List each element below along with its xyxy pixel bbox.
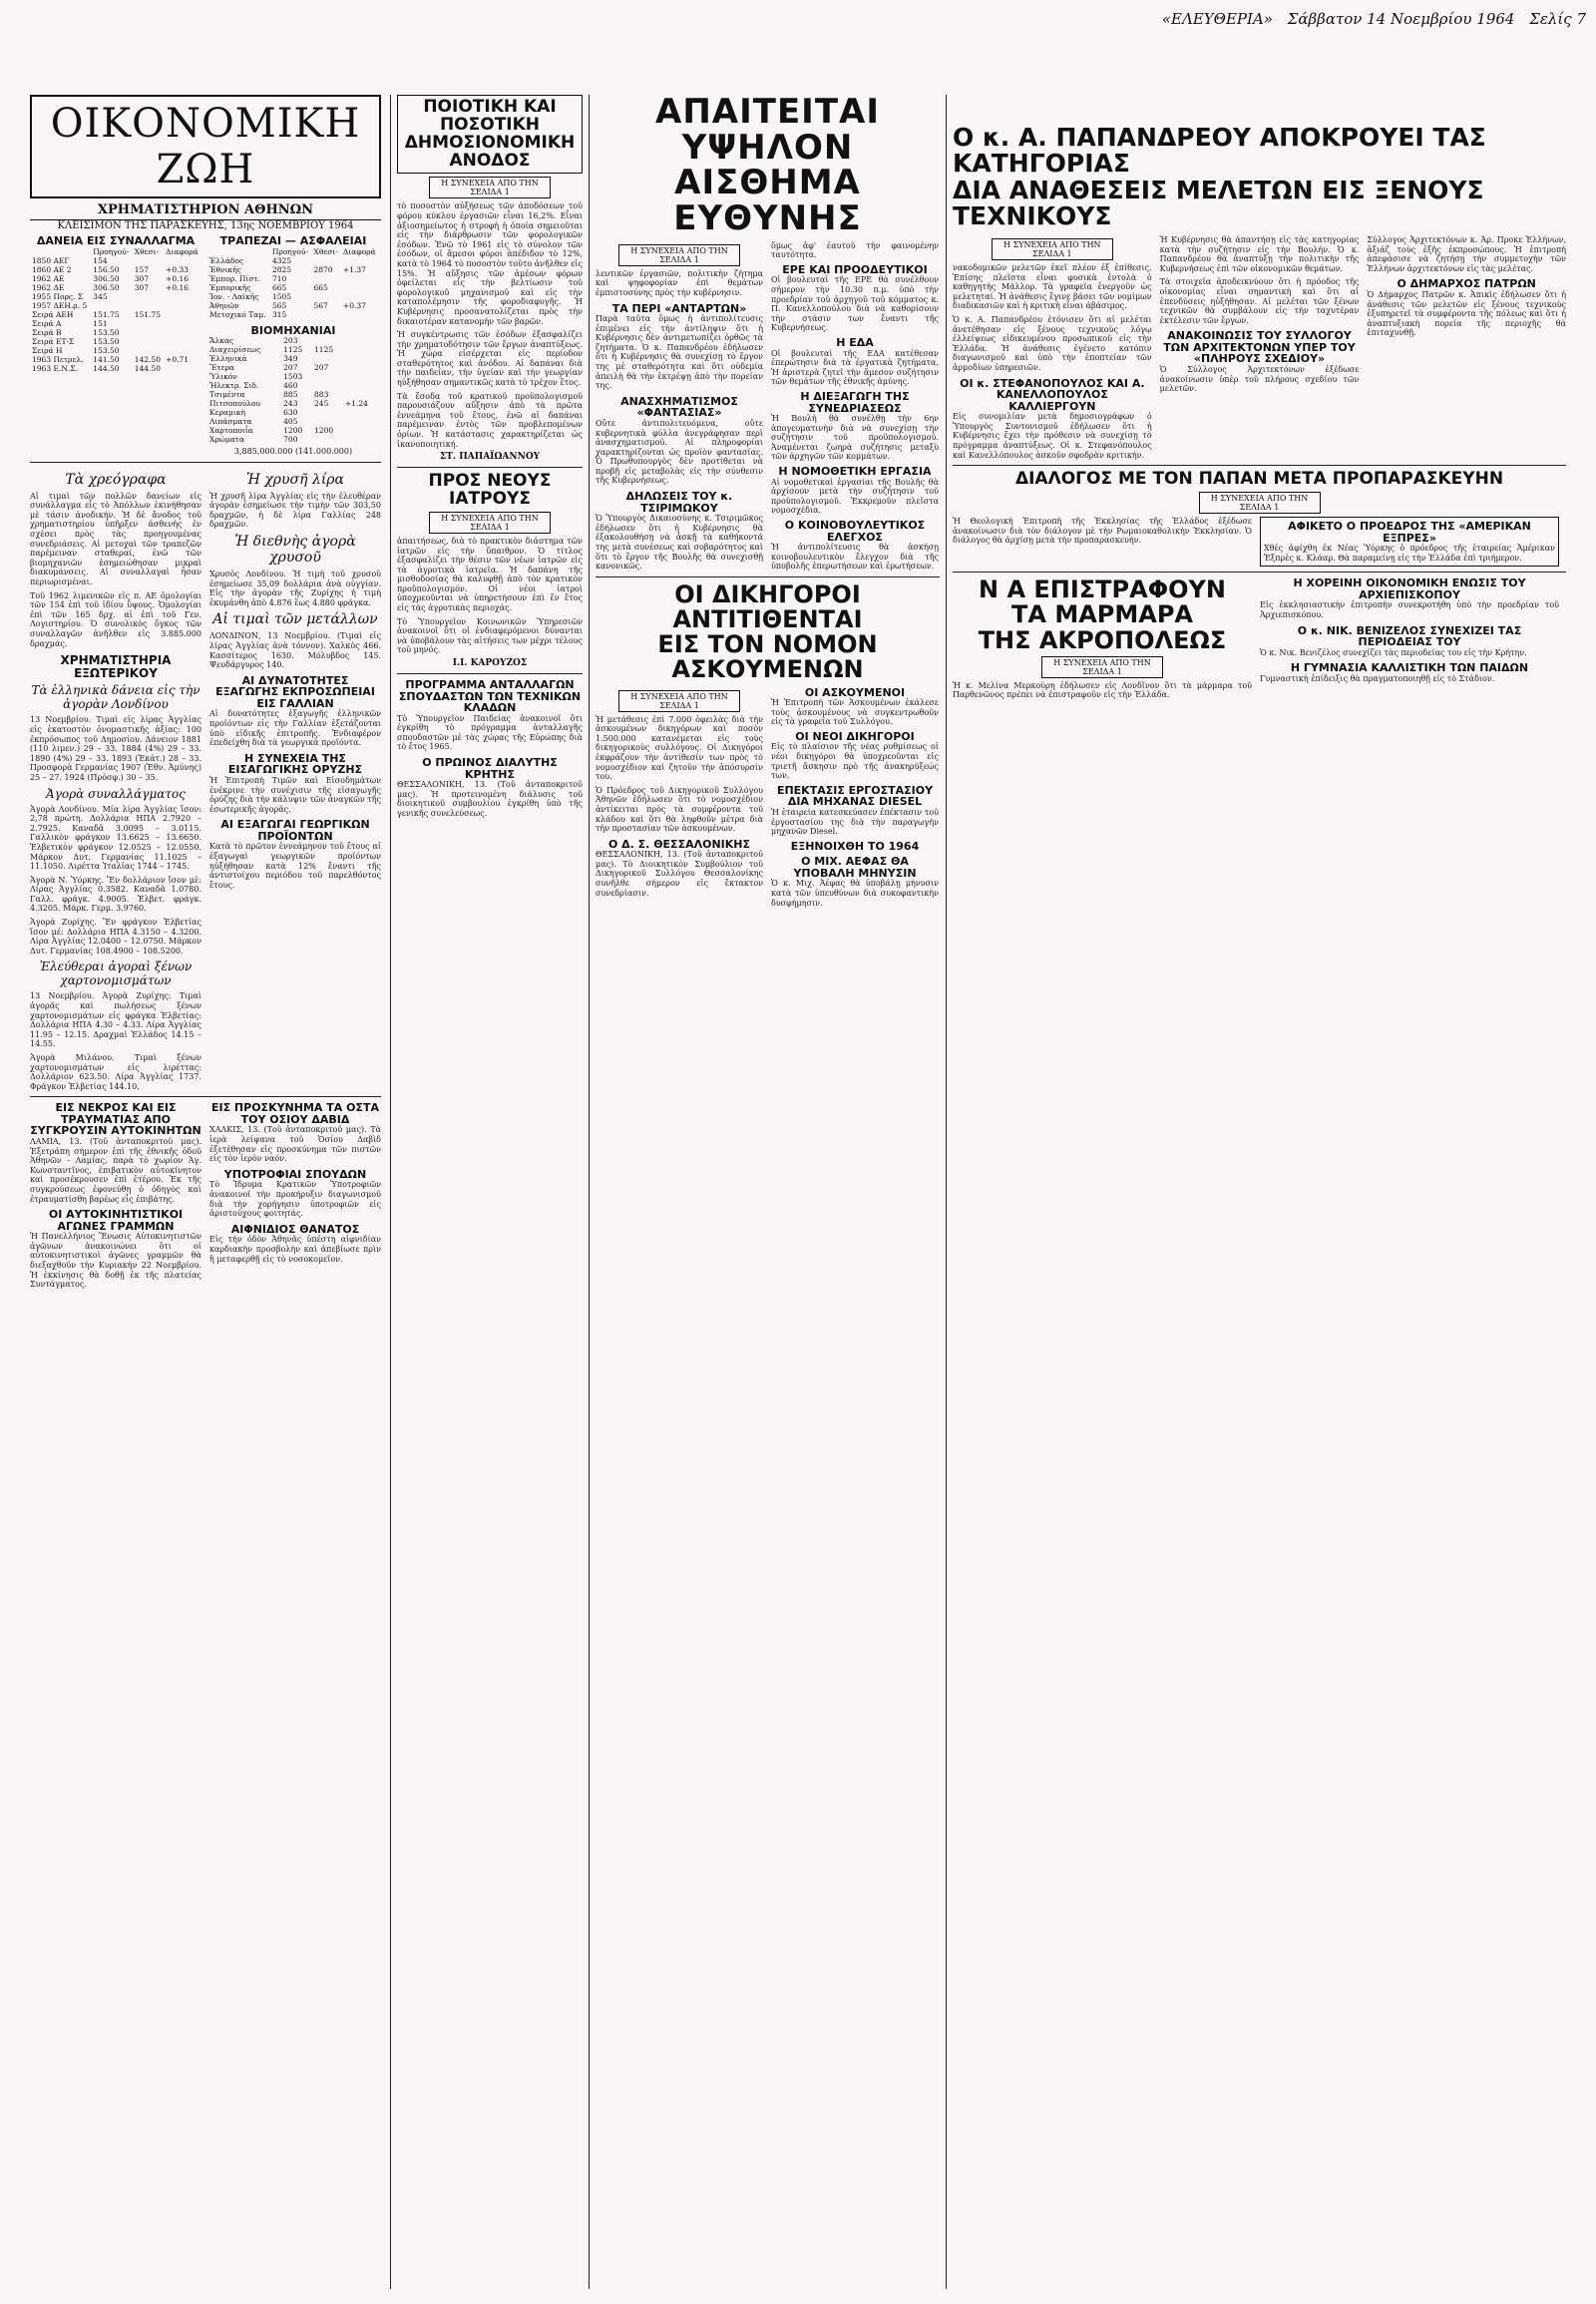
column-rule [589,95,590,2289]
loans-table-header: ΔΑΝΕΙΑ ΕΙΣ ΣΥΝΑΛΛΑΓΜΑ [36,234,196,247]
article-text: Ἡ Πανελλήνιος Ἕνωσις Αὐτοκινητιστῶν ἀγῶνων ἀνακοινώνει ὅτι οἱ αὐτοκινητιστικοὶ ἀγῶνες γραμμῶν θὰ διεξαχθοῦν τὴν Κυριακὴν 22 Νοεμβρίου. Ἡ ἐκκίνησις θὰ δοθῇ ἐκ τῆς πλατείας Συντάγματος. [30,1232,201,1290]
table-row: Ἐμπορ. Πίστ. 710 [209,273,287,283]
continued-label: Η ΣΥΝΕΧΕΙΑ ΑΠΟ ΤΗΝ ΣΕΛΙΔΑ 1 [992,238,1113,260]
col1-bottom [30,1102,381,1289]
article-text: Οἱ βουλευταὶ τῆς ΕΡΕ θὰ συνέλθουν σήμερον τὴν 10.30 π.μ. ὑπὸ τὴν προεδρίαν τοῦ ἀρχηγοῦ τοῦ κόμματος κ. Π. Κανελλοπούλου διὰ νὰ καθορίσουν τὴν στάσιν των ἔναντι τῆς Κυβερνήσεως. [771,275,939,333]
divider [596,576,940,577]
article-text: Ἀγορὰ Ζυρίχης. Ἕν φράγκον Ἑλβετίας ἴσον μέ: Δολλάρια ΗΠΑ 4.3150 – 4.3200. Λίρα Ἀγγλίας 12.0400 – 12.0750. Μάρκον Δυτ. Γερμανίας 108.4900 – 108.5200. [30,918,201,956]
col-header: Προηγού- [271,246,308,256]
shares-table-header: ΤΡΑΠΕΖΑΙ — ΑΣΦΑΛΕΙΑΙ [219,234,367,247]
article-text: Ὁ κ. Μιχ. Ἀέφας θὰ ὑποβάλῃ μήνυσιν κατὰ τῶν ὑπευθύνων διὰ συκοφαντικὴν δυσφήμησιν. [771,879,939,908]
heading-legislation: Η ΝΟΜΟΘΕΤΙΚΗ ΕΡΓΑΣΙΑ [778,465,932,479]
page-number: Σελίς 7 [1529,10,1586,28]
issue-date: Σάββατον 14 Νοεμβρίου 1964 [1287,10,1515,28]
col-header: Διαφορά [166,246,199,256]
article-text: Γυμναστικὴ ἐπίδειξις θὰ πραγματοποιηθῇ εἰς τὸ Στάδιον. [1260,673,1495,683]
heading-lawsuit: Ο ΜΙΧ. ΑΕΦΑΣ ΘΑ ΥΠΟΒΑΛΗ ΜΗΝΥΣΙΝ [793,855,917,880]
article-text: Ἡ ἀντιπολίτευσις θὰ ἀσκήσῃ κοινοβουλευτικὸν ἔλεγχον διὰ τῆς ὑποβολῆς ἐπερωτήσεων καὶ ἐρωτήσεων. [771,543,939,572]
heading-securities: Τὰ χρεόγραφα [65,471,167,488]
article-text: Ἡ Ἐπιτροπὴ τῶν Ἀσκουμένων ἐκάλεσε τοὺς ἀσκουμένους νὰ συγκεντρωθοῦν εἰς τὰ γραφεῖα τοῦ Συλλόγου. [771,698,939,727]
section-subtitle: ΧΡΗΜΑΤΙΣΤΗΡΙΟΝ ΑΘΗΝΩΝ [30,202,381,220]
article-text: Ὁ Ὑπουργὸς Δικαιοσύνης κ. Τσιριμῶκος ἐδήλωσεν ὅτι ἡ Κυβέρνησις θὰ ἐξακολουθήσῃ νὰ ἀσκῇ τὰ καθήκοντά της μετὰ συνέσεως καὶ σοβαρότητος καὶ ὅτι τὸ ἔργον τῆς Βουλῆς θὰ συνεχισθῇ κανονικῶς. [596,514,763,572]
table-row: Σειρά ΕΤ-Σ 153.50 [32,336,120,346]
table-row: Σειρά Η 153.50 [32,345,120,355]
headline-doctors: ΠΡΟΣ ΝΕΟΥΣ ΙΑΤΡΟΥΣ [428,471,552,510]
col5a [953,235,1152,460]
table-row: 1962 ΑΕ 306.50 307 +0.16 [32,273,190,283]
economic-section [30,95,381,2289]
col-header: Διαφορά [342,246,376,256]
marbles-columns [953,577,1566,700]
politics-columns [596,241,940,572]
article-text: Ἡ Ἐπιτροπὴ Τιμῶν καὶ Εἰσοδημάτων ἐνέκρινε τὴν συνέχισιν τῆς εἰσαγωγῆς ὀρύζης διὰ τὴν κάλυψιν τῶν ἀναγκῶν τῆς ἐσωτερικῆς ἀγορᾶς. [209,775,381,814]
article-text: Ὁ κ. Α. Παπανδρέου ἐτόνισεν ὅτι αἱ μελέται ἀνετέθησαν εἰς ξένους τεχνικοὺς λόγῳ ἐλλείψεως εἰδικευμένου προσωπικοῦ εἰς τὴν Ἑλλάδα. Ἡ ἀνάθεσις ἐγένετο κατόπιν διαγωνισμοῦ καὶ ὑπὸ τὴν ἐποπτείαν τῶν ἁρμοδίων ὑπηρεσιῶν. [953,314,1152,372]
heading-new-lawyers: ΟΙ ΝΕΟΙ ΔΙΚΗΓΟΡΟΙ [795,729,915,743]
lawyers-columns [596,687,940,909]
headline-marbles-1: Ν Α ΕΠΙΣΤΡΑΦΟΥΝ [979,576,1226,604]
article-text: Ἡ συγκέντρωσις τῶν ἐσόδων ἐξασφαλίζει τὴν χρηματοδότησιν τῶν ἔργων ἀναπτύξεως. Ἡ χώρα εἰσέρχεται εἰς περίοδον σταθερότητος καὶ ἀνόδου. Αἱ δαπάναι διὰ τὴν παιδείαν, τὴν ὑγείαν καὶ τὴν γεωργίαν ηὐξήθησαν σημαντικῶς κατὰ τὸ τρέχον ἔτος. [397,330,583,388]
fiscal-column [397,95,583,2289]
heading-thessaloniki: Ο Δ. Σ. ΘΕΣΣΑΛΟΝΙΚΗΣ [607,837,751,851]
table-row: Λιπάσματα 405 [209,417,298,427]
headline-marbles-3: ΤΗΣ ΑΚΡΟΠΟΛΕΩΣ [978,625,1227,654]
article-text: Τὰ ἔσοδα τοῦ κρατικοῦ προϋπολογισμοῦ παρουσιάζουν αὔξησιν ἀπὸ τὰ πρῶτα ἐννεάμηνα τοῦ ἔτους, ἐνῶ αἱ δαπάναι παρέμειναν ἐντὸς τῶν προβλεπομένων ὁρίων. Ἡ κατάστασις χαρακτηρίζεται ὡς ἱκανοποιητική. [397,391,583,449]
heading-agri: ΑΙ ΕΞΑΓΩΓΑΙ ΓΕΩΡΓΙΚΩΝ ΠΡΟΪΟΝΤΩΝ [220,818,370,843]
heading-pilgrimage: ΕΙΣ ΠΡΟΣΚΥΝΗΜΑ ΤΑ ΟΣΤΑ ΤΟΥ ΟΣΙΟΥ ΔΑΒΙΔ [210,1101,379,1126]
table-row: 1850 ΑΕΓ 154 [32,255,108,265]
article-text: Ἡ χρυσῆ λίρα Ἀγγλίας εἰς τὴν ἐλευθέραν ἀγορὰν ἐσημείωσε τὴν τιμὴν τῶν 303,50 δραχμῶν, ἡ δὲ λίρα Γαλλίας 248 δραχμῶν. [209,491,381,530]
heading-banknotes: Ἐλεύθεραι ἀγοραὶ ξένων χαρτονομισμάτων [39,960,193,988]
headline-papandreou-1: Ο κ. Α. ΠΑΠΑΝΔΡΕΟΥ ΑΠΟΚΡΟΥΕΙ ΤΑΣ ΚΑΤΗΓΟΡΙΑΣ [953,125,1486,179]
heading-eda: Η ΕΔΑ [836,336,874,350]
table-row: Ἑλλάδος 4325 [209,255,292,265]
column-rule [946,95,947,2289]
loans-table-wrap [30,235,201,457]
table-row: 1963 Πετρελ. 141.50 142.50 +0.71 [32,354,190,364]
table-row: Πιτσοπούλου 243 245 +1.24 [209,399,368,409]
headline-fiscal: ΠΟΙΟΤΙΚΗ ΚΑΙ ΠΟΣΟΤΙΚΗ ΔΗΜΟΣΙΟΝΟΜΙΚΗ ΑΝΟΔΟΣ [404,97,576,171]
article-text: ΛΑΜΙΑ, 13. (Τοῦ ἀνταποκριτοῦ μας). Ἐξετράπη σήμερον ἐπὶ τῆς ἐθνικῆς ὁδοῦ Ἀθηνῶν - Λαμίας, παρὰ τὸ χωρίον Ἁγ. Κωνσταντῖνος, ἐπιβατικὸν αὐτοκίνητον καὶ προσέκρουσεν ἐπὶ ἐτέρου. Ἐκ τῆς συγκρούσεως ἐφονεύθη ὁ ὁδηγὸς καὶ ἐτραυματίσθη βαρέως εἷς ἐπιβάτης. [30,1137,201,1204]
article-text: Οἱ βουλευταὶ τῆς ΕΔΑ κατέθεσαν ἐπερώτησιν διὰ τὰ ἐργατικὰ ζητήματα. Ἡ ἀριστερὰ ζητεῖ τὴν ἄμεσον συζήτησιν τῶν θεμάτων τῆς ἐθνικῆς ἀμύνης. [771,348,939,387]
article-text: Ἀγορὰ Μιλάνου. Τιμαὶ ξένων χαρτονομισμάτων εἰς λιρέττας: Δολλάριον 623.50. Λίρα Ἀγγλίας 1737. Φράγκον Ἑλβετίας 144.10. [30,1053,201,1091]
article-text: 13 Νοεμβρίου. Τιμαὶ εἰς λίρας Ἀγγλίας εἰς ἑκατοστὸν ὀνομαστικῆς ἀξίας: 100 ἐκπρόσωπος τοῦ Δημοσίου. Δάνειον 1881 (110 λιμεν.) 29 – 33. 1884 (4%) 29 – 33. 1890 (4%) 29 – 33. 1893 (Ἑκάτ.) 28 – 33. Προσφορὰ Γερμανίας 1907 (Ἑθν. Ἀμύνης) 25 – 27. 1924 (Πρόσφ.) 30 – 35. [30,715,201,782]
divider [397,673,583,674]
article-text: Εἰς τὸ πλαίσιον τῆς νέας ρυθμίσεως οἱ νέοι δικηγόροι θὰ ὑποχρεοῦνται εἰς τριετῆ ἄσκησιν πρὸ τῆς ἀνακηρύξεώς των. [771,742,939,781]
table-row: 1955 Πορς. Σ 345 [32,291,108,301]
continued-label: Η ΣΥΝΕΧΕΙΑ ΑΠΟ ΤΗΝ ΣΕΛΙΔΑ 1 [429,177,551,198]
heading-accident: ΕΙΣ ΝΕΚΡΟΣ ΚΑΙ ΕΙΣ ΤΡΑΥΜΑΤΙΑΣ ΑΠΟ ΣΥΓΚΡΟΥΣΙΝ ΑΥΤΟΚΙΝΗΤΩΝ [30,1101,201,1138]
table-row: Τσιμέντα 885 883 [209,390,329,400]
amex-box [1260,517,1559,567]
heading-trainees: ΟΙ ΑΣΚΟΥΜΕΝΟΙ [804,685,906,699]
heading-ere: ΕΡΕ ΚΑΙ ΠΡΟΟΔΕΥΤΙΚΟΙ [782,262,928,276]
article-text: Σύλλογος Ἀρχιτεκτόνων κ. Ἀρ. Προκε Ἑλλήνων, ἀξιάζ τοὺς ἑξῆς ἐκπροσώπους. Ἡ ἐπιτροπὴ ἀπεφάσισε νὰ ζητήσῃ τὴν συμμετοχὴν τῶν Ἑλλήνων ἀρχιτεκτόνων εἰς τὰς μελέτας. [1367,235,1566,273]
article-text: Χρυσὸς Λονδίνου. Ἡ τιμὴ τοῦ χρυσοῦ ἐσημείωσε 35,09 δολλάρια ἀνὰ οὐγγίαν. Εἰς τὴν ἀγορὰν τῆς Ζυρίχης ἡ τιμὴ ἐκυμάνθη ἀπὸ 4.876 ἕως 4.880 φράγκα. [209,570,381,607]
continued-label: Η ΣΥΝΕΧΕΙΑ ΑΠΟ ΤΗΝ ΣΕΛΙΔΑ 1 [618,244,740,266]
heading-venizelos: Ο κ. ΝΙΚ. ΒΕΝΙΖΕΛΟΣ ΣΥΝΕΧΙΖΕΙ ΤΑΣ ΠΕΡΙΟΔΕΙΑΣ ΤΟΥ [1297,623,1522,649]
article-text: Ὁ Σύλλογος Ἀρχιτεκτόνων ἐξέδωσε ἀνακοίνωσιν ὑπὲρ τοῦ πλήρους σχεδίου τῶν μελετῶν. [1159,364,1360,394]
heading-export: ΑΙ ΔΥΝΑΤΟΤΗΤΕΣ ΕΞΑΓΩΓΗΣ ΕΚΠΡΟΣΩΠΕΙΑΙ ΕΙΣ ΓΑΛΛΙΑΝ [215,673,375,710]
headline-marbles-2: ΤΑ ΜΑΡΜΑΡΑ [1011,600,1193,629]
headline-responsibility-1: ΑΠΑΙΤΕΙΤΑΙ ΥΨΗΛΟΝ [655,95,880,168]
article-text: Τὸ Ἱδρυμα Κρατικῶν Ὑποτροφιῶν ἀνακοινοῖ τὴν προκήρυξιν διαγωνισμοῦ διὰ τὴν χορήγησιν ὑποτροφιῶν εἰς ἀριστούχους φοιτητάς. [209,1180,381,1219]
article-text: Ἡ Θεολογικὴ Ἐπιτροπὴ τῆς Ἐκκλησίας τῆς Ἑλλάδος ἐξέδωσε ἀνακοίνωσιν διὰ τὸν διάλογον μὲ τὴν Ρωμαιοκαθολικὴν Ἐκκλησίαν. Ὁ διάλογος θὰ ἀρχίσῃ μετὰ τὴν προπαρασκευήν. [953,516,1252,546]
article-text: Ἡ ἑταιρεία κατεσκεύασεν ἐπέκτασιν τοῦ ἐργοστασίου της διὰ τὴν παραγωγὴν μηχανῶν Diesel. [771,807,939,837]
shares-table [207,247,379,319]
article-text: τὸ ποσοστὸν αὐξήσεως τῶν ἀποδόσεων τοῦ φόρου κύκλου ἐργασιῶν εἶναι 16,2%. Εἶναι ἀξιοσημείωτος ἡ στροφὴ ἡ ὁποία σημειοῦται εἰς τὴν διάρθρωσιν τῶν φορολογικῶν ἐσόδων. Ἐνῶ τὸ 1961 εἰς τὸ σύνολον τῶν ἐσόδων, οἱ ἄμεσοι φόροι ἀπέδιδον τὸ 12%, κατὰ τὸ 1964 τὸ ποσοστὸν τοῦτο ἀνῆλθεν εἰς 15%. Ἡ αὔξησις τῶν ἀμέσων φόρων ὀφείλεται εἰς τὴν βελτίωσιν τοῦ φορολογικοῦ μηχανισμοῦ καὶ εἰς τὴν καταπολέμησιν τῆς φοροδιαφυγῆς. Ἡ Κυβέρνησις προσανατολίζεται πρὸς τὴν δικαιοτέραν κατανομὴν τῶν βαρῶν. [397,201,583,326]
continued-label: Η ΣΥΝΕΧΕΙΑ ΑΠΟ ΤΗΝ ΣΕΛΙΔΑ 1 [1199,492,1321,514]
headline-lawyers-2: ΕΙΣ ΤΟΝ ΝΟΜΟΝ ΑΣΚΟΥΜΕΝΩΝ [657,630,878,684]
table-row: 1957 ΔΕΗ.ρ. 5 [32,300,88,310]
divider [953,572,1566,573]
article-text: ΛΟΝΔΙΝΟΝ, 13 Νοεμβρίου. (Τιμαὶ εἰς λίρας Ἀγγλίας ἀνὰ τόννον). Χαλκὸς 466. Κασσίτερος 1630. Μόλυβδος 145. Ψευδάργυρος 140. [209,631,381,670]
article-text: Χθὲς ἀφίχθη ἐκ Νέας Ὑόρκης ὁ πρόεδρος τῆς ἑταιρείας Ἀμέρικαν Ἐξπρὲς κ. Κλάαρ. Θὰ παραμείνῃ εἰς τὴν Ἑλλάδα ἐπὶ τριήμερον. [1264,544,1555,563]
pope-columns [953,517,1566,567]
col5c [1367,235,1566,460]
article-text: Τὰ στοιχεῖα ἀποδεικνύουν ὅτι ἡ πρόοδος τῆς οἰκονομίας εἶναι σημαντικὴ καὶ ὅτι αἱ ἐπενδύσεις ηὐξήθησαν. Αἱ μελέται τῶν ξένων τεχνικῶν θὰ συμβάλουν εἰς τὴν ταχυτέραν ἐκτέλεσιν τῶν ἔργων. [1159,277,1360,325]
continued-label: Η ΣΥΝΕΧΕΙΑ ΑΠΟ ΤΗΝ ΣΕΛΙΔΑ 1 [618,690,740,712]
continued-label: Η ΣΥΝΕΧΕΙΑ ΑΠΟ ΤΗΝ ΣΕΛΙΔΑ 1 [429,512,551,534]
col3 [596,241,763,572]
table-row: Ὑλικόν 1503 [209,372,303,382]
table-row: 1860 ΑΕ 2 156.50 157 +0.33 [32,264,190,274]
table-row: Ἄλκας 203 [209,336,298,346]
article-text: Αἱ τιμαὶ τῶν πολλῶν δανείων εἰς συνάλλαγμα εἶς τὸ Ἀπόλλων ἐκινήθησαν μὲ τάσιν ἀνοδικήν. Ἡ δὲ ἄνοδος τοῦ χρηματιστηρίου ὑπῆρξεν ἀσθενὴς ἐν σχέσει πρὸς τὰς προηγουμένας συνεδριάσεις. Αἱ μετοχαὶ τῶν τραπεζῶν παρέμειναν σταθεραί, ἐνῶ τῶν βιομηχανιῶν ἐσημειώθησαν μικραὶ διακυμάνσεις. Αἱ συναλλαγαὶ ἦσαν περιωρισμέναι. [30,491,201,587]
loans-table [30,247,201,373]
table-row: Διαχειρίσεως 1125 1125 [209,345,334,355]
table-row: Σειρά Α 151 [32,318,108,328]
industry-table-header: ΒΙΟΜΗΧΑΝΙΑΙ [250,323,336,337]
col-header: Χθεσι- [134,246,160,256]
table-row: Ἠλεκτρ. Σιδ. 460 [209,381,298,391]
politics-section [596,95,940,2289]
heading-critics: ΟΙ κ. ΣΤΕΦΑΝΟΠΟΥΛΟΣ ΚΑΙ Α. ΚΑΝΕΛΛΟΠΟΥΛΟΣ ΚΑΛΛΙΕΡΓΟΥΝ [960,376,1145,413]
col1-bottom-a [30,1102,201,1289]
article-text: Εἰς συνομιλίαν μετὰ δημοσιογράφων ὁ Ὑπουργὸς Συντονισμοῦ ἐδήλωσεν ὅτι ἡ Κυβέρνησις ἔχει τὴν πρόθεσιν νὰ συνεχίσῃ τὸ πρόγραμμα ἀναπτύξεως. Οἱ κ. Στεφανόπουλος καὶ Κανελλόπουλος ἀσκοῦν σφοδρὰν κριτικήν. [953,412,1152,460]
heading-gold-sovereign: Ἡ χρυσῆ λίρα [245,471,344,488]
divider [30,1096,381,1097]
heading-amex: ΑΦΙΚΕΤΟ Ο ΠΡΟΕΔΡΟΣ ΤΗΣ «ΑΜΕΡΙΚΑΝ ΕΞΠΡΕΣ» [1288,519,1531,545]
article-text: Ἡ Κυβέρνησις θὰ ἀπαντήσῃ εἰς τὰς κατηγορίας κατὰ τὴν συζήτησιν εἰς τὴν Βουλήν. Ὁ κ. Παπανδρέου θὰ ἀναπτύξῃ τὴν πολιτικὴν τῆς Κυβερνήσεως ἐπὶ τῶν οἰκονομικῶν θεμάτων. [1159,235,1360,273]
col5b [1160,235,1360,460]
heading-1964: ΕΞΗΝΟΙΧΘΗ ΤΟ 1964 [790,839,920,853]
table-row: Σειρά Β 153.50 [32,327,120,337]
table-row: Ἰον. - Λαϊκῆς 1505 [209,291,292,301]
table-row: Μετοχικό Ταμ. 315 [209,309,287,319]
headline-lawyers-1: ΟΙ ΔΙΚΗΓΟΡΟΙ ΑΝΤΙΤΙΘΕΝΤΑΙ [672,579,863,634]
lawyers-col-b [771,687,939,909]
col1-lower [30,468,381,1092]
heading-metals: Αἱ τιμαὶ τῶν μετάλλων [212,611,378,628]
table-row: Ἔτερα 207 207 [209,363,329,373]
byline: Ι.Ι. ΚΑΡΟΥΖΟΣ [452,658,528,669]
church-col [1260,577,1559,700]
article-text: Αἱ νομοθετικαὶ ἐργασίαι τῆς Βουλῆς θὰ ἀρχίσουν μετὰ τὴν συζήτησιν τοῦ προϋπολογισμοῦ. Ἐκκρεμοῦν πλεῖστα νομοσχέδια. [771,477,939,516]
heading-sudden-death: ΑΙΦΝΙΔΙΟΣ ΘΑΝΑΤΟΣ [230,1222,360,1236]
table-row: Χρώματα 700 [209,435,298,445]
article-text: ὅμως ἀφ' ἑαυτοῦ τὴν φαινομένην ταυτότητα. [771,240,939,260]
heading-gymnastics: Η ΓΥΜΝΑΣΙΑ ΚΑΛΛΙΣΤΙΚΗ ΤΩΝ ΠΑΙΔΩΝ [1290,661,1529,675]
table-row: Χαρτοποιΐα 1200 1200 [209,426,334,436]
turnover-total: 3,885,000.000 (141.000.000) [233,447,353,457]
heading-rebels: ΤΑ ΠΕΡΙ «ΑΝΤΑΡΤΩΝ» [611,301,747,315]
byline: ΣΤ. ΠΑΠΑΪΩΑΝΝΟΥ [439,452,541,463]
heading-scholarships: ΥΠΟΤΡΟΦΙΑΙ ΣΠΟΥΔΩΝ [223,1167,367,1181]
article-text: Τοῦ 1962 λιμενικῶν εἰς π. ΑΕ ὁμολογίαι τῶν 154 ἐπὶ τοῦ ἰδίου ὕψους. Ὁμολογίαι ἐπὶ τῶν 165 δρχ. αἱ ἐπὶ τοῦ Γεν. Λογιστηρίου. Ὁ συνολικὸς ὄγκος τῶν συναλλαγῶν ἀνῆλθεν εἰς 3.885.000 δραχμάς. [30,590,201,648]
heading-foreign-exchanges: ΧΡΗΜΑΤΙΣΤΗΡΙΑ ΕΞΩΤΕΡΙΚΟΥ [60,653,172,680]
article-text: ΘΕΣΣΑΛΟΝΙΚΗ, 13. (Τοῦ ἀνταποκριτοῦ μας). Τὸ Διοικητικὸν Συμβούλιον τοῦ Δικηγορικοῦ Συλλόγου Θεσσαλονίκης συνῆλθε σήμερον εἰς ἔκτακτον συνεδρίασιν. [596,850,763,898]
article-text: Ὁ Πρόεδρος τοῦ Δικηγορικοῦ Συλλόγου Ἀθηνῶν ἐδήλωσεν ὅτι τὸ νομοσχέδιον ἀντίκειται πρὸς τὰ συμφέροντα τοῦ κλάδου καὶ ὅτι θὰ ληφθοῦν μέτρα διὰ τὴν προστασίαν τῶν ἀσκουμένων. [596,785,763,834]
article-text: Ἀγορὰ Ν. Ὑόρκης. Ἕν δολλάριον ἴσον μὲ: Λίρας Ἀγγλίας 0.3582. Καναδᾶ 1.0780. Γαλλ. φράγκ. 4.9005. Ἑλβετ. φράγκ. 4.3205. Μάρκ. Γερμ. 3.9760. [30,875,201,914]
continued-label: Η ΣΥΝΕΧΕΙΑ ΑΠΟ ΤΗΝ ΣΕΛΙΔΑ 1 [1041,656,1163,678]
heading-archbishop: Η ΧΟΡΕΙΝΗ ΟΙΚΟΝΟΜΙΚΗ ΕΝΩΣΙΣ ΤΟΥ ΑΡΧΙΕΠΙΣΚΟΠΟΥ [1293,576,1526,601]
heading-fx: Ἀγορὰ συναλλάγματος [46,786,186,801]
article-text: Παρὰ ταῦτα ὅμως ἡ ἀντιπολίτευσις ἐπιμένει εἰς τὴν ἀντίληψιν ὅτι ἡ Κυβέρνησις δὲν ἀντιμετωπίζει ὀρθῶς τὰ ζητήματα. Ὁ κ. Παπανδρέου ἐδήλωσεν ὅτι ἡ Κυβέρνησις θὰ συνεχίσῃ τὸ ἔργον της μὲ σταθερότητα καὶ ὅτι οὐδεμία ἀπειλὴ θὰ τὴν ἐκτρέψῃ ἀπὸ τὴν πορείαν της. [596,314,763,391]
table-row: Ἐθνικῆς 2825 2870 +1.37 [209,264,366,274]
article-text: Εἰς τὴν ὁδὸν Ἀθηνᾶς ὑπέστη αἰφνιδίαν καρδιακὴν προσβολὴν καὶ ἀπεβίωσε πρὶν ἢ μεταφερθῇ εἰς τὸ νοσοκομεῖον. [209,1235,381,1264]
article-text: νακοδομικῶν μελετῶν ἐκεῖ πλέον ἐξ ἐπίθεσις. Ἐπίσης πλεῖστα εἶναι φυσικὰ ἐντολὰ ὁ καθηγητὴς Μάλλορ. Τὰ γραφεῖα ἐνεργοῦν ὡς μελετηταί. Ἡ ἀνάθεσις ἔγινε βάσει τῶν νομίμων διαδικασιῶν καὶ ἡ κριτικὴ εἶναι ἀβάσιμος. [953,263,1152,311]
article-text: Αἱ δυνατότητες ἐξαγωγῆς ἑλληνικῶν προϊόντων εἰς τὴν Γαλλίαν ἐξετάζονται ὑπὸ εἰδικῆς ἐπιτροπῆς. Ἐνδιαφέρον ἐπεδείχθη διὰ τὰ γεωργικὰ προϊόντα. [209,709,381,748]
masthead: «ΕΛΕΥΘΕΡΙΑ» [1161,10,1273,28]
table-row: Ἀθηνῶν 565 567 +0.37 [209,300,366,310]
shares-table-wrap [207,235,379,457]
table-row: Ἐμπορικῆς 665 665 [209,282,328,292]
rates-tables [30,235,381,457]
heading-control: Ο ΚΟΙΝΟΒΟΥΛΕΥΤΙΚΟΣ ΕΛΕΓΧΟΣ [784,518,926,544]
page-header [1157,10,1586,28]
table-row: Ἐλληνικὰ 349 [209,354,298,364]
article-text: Τὸ Ὑπουργεῖον Κοινωνικῶν Ὑπηρεσιῶν ἀνακοινοῖ ὅτι οἱ ἐνδιαφερόμενοι δύνανται νὰ ὑποβάλουν τὰς αἰτήσεις των μέχρι τέλους τοῦ μηνός. [397,616,583,655]
heading-reshuffle: ΑΝΑΣΧΗΜΑΤΙΣΜΟΣ «ΦΑΝΤΑΣΙΑΣ» [620,394,738,420]
heading-mayor: Ο ΔΗΜΑΡΧΟΣ ΠΑΤΡΩΝ [1396,277,1536,291]
article-text: 13 Νοεμβρίου. Ἀγορὰ Ζυρίχης: Τιμαὶ ἀγορᾶς καὶ πωλήσεως ξένων χαρτονομισμάτων εἰς φράγκα Ἑλβετίας: Δολλάρια ΗΠΑ 4.30 – 4.33. Λίρα Ἀγγλίας 11.95 – 12.15. Δραχμαὶ Ἑλλάδος 14.15 – 14.55. [30,991,201,1049]
table-row: Κεραμικὴ 630 [209,408,298,418]
article-text: Ὁ κ. Νικ. Βενιζέλος συνεχίζει τὰς περιοδείας του εἰς τὴν Κρήτην. [1260,647,1527,657]
col1b [209,468,381,1092]
article-text: Τὸ Ὑπουργεῖον Παιδείας ἀνακοινοῖ ὅτι ἐγκρίθη τὸ πρόγραμμα ἀνταλλαγῆς σπουδαστῶν μὲ τὰς χώρας τῆς Εὐρώπης διὰ τὸ ἔτος 1965. [397,713,583,752]
article-text: Ὁ Δήμαρχος Πατρῶν κ. Ἀπικὶς ἐδήλωσεν ὅτι ἡ ἀνάθεσις τῶν μελετῶν εἰς ξένους τεχνικοὺς ἐξυπηρετεῖ τὰ συμφέροντα τῆς πόλεως καὶ ὅτι ἡ ἀναπτυξιακὴ πορεία τῆς περιοχῆς θὰ ἐπιταχυνθῇ. [1367,289,1566,338]
article-text: ΧΑΛΚΙΣ, 13. (Τοῦ ἀνταποκριτοῦ μας). Τὰ ἱερὰ λείψανα τοῦ Ὁσίου Δαβὶδ ἐξετέθησαν εἰς προσκύνημα τῶν πιστῶν εἰς τὸν ἱερὸν ναόν. [209,1125,381,1164]
divider [953,465,1566,466]
headline-box [397,95,583,174]
col-header: Χθεσι- [313,246,338,256]
headline-exchange: ΠΡΟΓΡΑΜΜΑ ΑΝΤΑΛΛΑΓΩΝ ΣΠΟΥΔΑΣΤΩΝ ΤΩΝ ΤΕΧΝΙΚΩΝ ΚΛΑΔΩΝ [398,678,582,715]
article-text: ΘΕΣΣΑΛΟΝΙΚΗ, 13. (Τοῦ ἀνταποκριτοῦ μας). Ἡ προτεινομένη διάλυσις τοῦ διοικητικοῦ συμβουλίου ἐγκρίθη ὑπὸ τῆς γενικῆς συνελεύσεως. [397,780,583,818]
heading-rice: Η ΣΥΝΕΧΕΙΑ ΤΗΣ ΕΙΣΑΓΩΓΙΚΗΣ ΟΡΥΖΗΣ [227,751,363,777]
headline-crete: Ο ΠΡΩΙΝΟΣ ΔΙΑΛΥΤΗΣ ΚΡΗΤΗΣ [422,756,558,781]
article-text: ἀπαιτήσεως, διὰ τὸ πρακτικὸν διάστημα τῶν ἰατρῶν εἰς τὴν ὕπαιθρον. Ὁ τίτλος ἐξασφαλίζει τὴν θέσιν τῶν νέων ἰατρῶν εἰς τὰ ἀγροτικὰ ἰατρεῖα. Ἡ δαπάνη τῆς μισθοδοσίας θὰ καλυφθῇ ἀπὸ τὸν κρατικὸν προϋπολογισμόν. Οἱ νέοι ἰατροὶ ὑποχρεοῦνται νὰ ὑπηρετήσουν ἐπὶ ἕν ἔτος εἰς τὰς ἀγροτικὰς περιοχάς. [397,536,583,613]
table-row: 1963 Ε.Ν.Σ. 144.50 144.50 [32,363,161,373]
article-text: Εἰς ἐκκλησιαστικὴν ἐπιτροπὴν συνεκροτήθη ὑπὸ τὴν προεδρίαν τοῦ Ἀρχιεπισκόπου. [1260,600,1559,619]
heading-architects: ΑΝΑΚΟΙΝΩΣΙΣ ΤΟΥ ΣΥΛΛΟΓΟΥ ΤΩΝ ΑΡΧΙΤΕΚΤΟΝΩΝ ΥΠΕΡ ΤΟΥ «ΠΛΗΡΟΥΣ ΣΧΕΔΙΟΥ» [1163,329,1356,366]
col1a [30,468,201,1092]
col-header: Προηγού- [93,246,130,256]
article-text: Ἀγορὰ Λονδίνου. Μία λίρα Ἀγγλίας ἴσον: 2,78 πρώτη. Δολλάρια ΗΠΑ 2.7920 – 2.7925. Καναδᾶ 3.0095 – 3.0115. Γαλλικὸν φράγκον 13.6625 – 13.6650. Ἑλβετικὸν φράγκον 12.0525 – 12.0550. Μάρκον Δυτ. Γερμανίας 11.1025 – 11.1050. Λιρέττα Ἰταλίας 1744 – 1745. [30,804,201,872]
heading-session: Η ΔΙΕΞΑΓΩΓΗ ΤΗΣ ΣΥΝΕΔΡΙΑΣΕΩΣ [800,389,910,415]
heading-london: Τὰ ἑλληνικὰ δάνεια εἰς τὴν ἀγορὰν Λονδίνου [31,683,200,712]
col1-bottom-b [209,1102,381,1289]
industry-table [207,336,379,444]
table-row: Σειρά ΑΕΗ 151.75 151.75 [32,309,161,319]
lawyers-col-a [596,687,763,909]
papandreou-columns [953,235,1566,460]
divider [397,467,583,468]
headline-pope: ΔΙΑΛΟΓΟΣ ΜΕ ΤΟΝ ΠΑΠΑΝ ΜΕΤΑ ΠΡΟΠΑΡΑΣΚΕΥΗΝ [1014,469,1504,490]
headline-responsibility-2: ΑΙΣΘΗΜΑ ΕΥΘΥΝΗΣ [673,163,862,239]
article-text: Κατὰ τὸ πρῶτον ἐννεάμηνον τοῦ ἔτους αἱ ἐξαγωγαὶ γεωργικῶν προϊόντων ηὐξήθησαν κατὰ 12% ἔναντι τῆς ἀντιστοίχου περιόδου τοῦ παρελθόντος ἔτους. [209,842,381,890]
table-row: 1962 ΔΕ 306.50 307 +0.16 [32,282,190,292]
heading-races: ΟΙ ΑΥΤΟΚΙΝΗΤΙΣΤΙΚΟΙ ΑΓΩΝΕΣ ΓΡΑΜΜΩΝ [48,1208,184,1233]
pope-right [1260,517,1559,567]
article-text: Ἡ Βουλὴ θὰ συνέλθῃ τὴν 6ην ἀπογευματινὴν διὰ νὰ συνεχίσῃ τὴν συζήτησιν τοῦ προϋπολογισμοῦ. Ἀναμένεται ζωηρὰ συζήτησις μεταξὺ τῶν ἀρχηγῶν τῶν κομμάτων. [771,414,939,462]
article-text: Οὔτε ἀντιπολιτευόμενα, οὔτε κυβερνητικὰ φύλλα ἀνεγράφησαν περὶ ἀνασχηματισμοῦ. Αἱ πληροφορίαι χαρακτηρίζονται ὡς προϊὸν φαντασίας. Ὁ Πρωθυπουργὸς δὲν προτίθεται νὰ προβῇ εἰς μεταβολὰς εἰς τὴν σύνθεσιν τῆς Κυβερνήσεως. [596,418,763,486]
marbles-col [953,577,1252,700]
heading-gold-market: Ἡ διεθνὴς ἀγορὰ χρυσοῦ [234,534,356,567]
papandreou-section [953,125,1566,2289]
article-text: λευτικῶν ἐργασιῶν, πολιτικὴν ζήτημα καὶ ψηφοφορίαν ἐπὶ θεμάτων ἐμπιστοσύνης πρὸς τὴν κυβέρνησιν. [596,268,763,297]
col4 [771,241,939,572]
section-title: ΟΙΚΟΝΟΜΙΚΗ ΖΩΗ [30,95,381,198]
article-text: Ἡ κ. Μελίνα Μερκούρη ἐδήλωσεν εἰς Λονδῖνον ὅτι τὰ μάρμαρα τοῦ Παρθενῶνος πρέπει νὰ ἐπιστραφοῦν εἰς τὴν Ἑλλάδα. [953,680,1252,700]
column-rule [390,95,391,2289]
heading-statements: ΔΗΛΩΣΕΙΣ ΤΟΥ κ. ΤΣΙΡΙΜΩΚΟΥ [625,490,733,515]
divider [30,462,381,463]
section-note: ΚΛΕΙΣΙΜΟΝ ΤΗΣ ΠΑΡΑΣΚΕΥΗΣ, 13ης ΝΟΕΜΒΡΙΟΥ 1964 [57,220,354,231]
heading-diesel: ΕΠΕΚΤΑΣΙΣ ΕΡΓΟΣΤΑΣΙΟΥ ΔΙΑ ΜΗΧΑΝΑΣ DIESEL [776,783,934,809]
headline-papandreou-2: ΔΙΑ ΑΝΑΘΕΣΕΙΣ ΜΕΛΕΤΩΝ ΕΙΣ ΞΕΝΟΥΣ ΤΕΧΝΙΚΟΥΣ [953,175,1484,230]
article-text: Ἡ μετάθεσις ἐπὶ 7.000 ὀφειλὰς διὰ τὴν ἀσκουμένων δικηγόρων καὶ ποσὸν 1.500.000 κατανέμεται εἰς τοὺς δικηγορικοὺς συλλόγους. Οἱ Δικηγόροι ἐκφράζουν τὴν ἀντίθεσίν των πρὸς τὸ νομοσχέδιον καὶ ζητοῦν τὴν ἀπόσυρσίν του. [596,714,763,782]
